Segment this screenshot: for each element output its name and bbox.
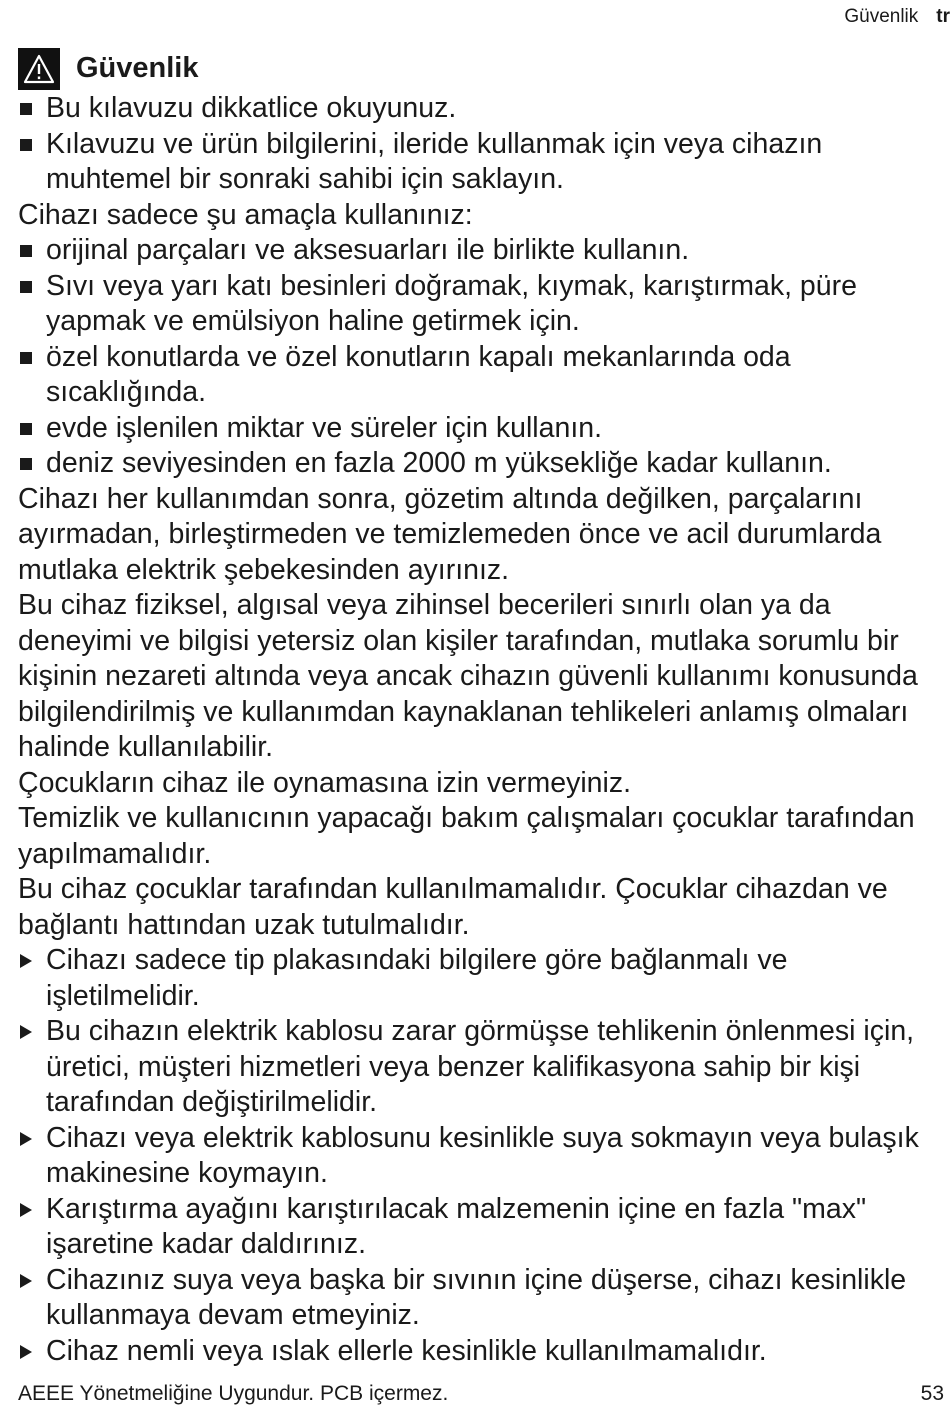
page-footer <box>18 1382 944 1406</box>
list-item: Sıvı veya yarı katı besinleri doğramak, kıymak, karıştırmak, püre yapmak ve emülsiyon haline getirmek için. <box>18 269 946 340</box>
paragraph: Temizlik ve kullanıcının yapacağı bakım çalışmaları çocuklar tarafından yapılmamalıdır. <box>18 802 915 870</box>
usage-list <box>18 233 946 482</box>
footer-note: AEEE Yönetmeliğine Uygundur. PCB içermez. <box>18 1382 449 1405</box>
document-body <box>18 48 946 1369</box>
list-item: Kılavuzu ve ürün bilgilerini, ileride kullanmak için veya cihazın muhtemel bir sonraki sahibi için saklayın. <box>18 127 946 198</box>
list-item: Cihazınız suya veya başka bir sıvının içine düşerse, cihazı kesinlikle kullanmaya devam etmeyiniz. <box>18 1263 946 1334</box>
warning-list <box>18 943 946 1369</box>
page-number: 53 <box>920 1382 944 1405</box>
page-title: Güvenlik <box>76 52 199 85</box>
warning-icon <box>18 48 60 90</box>
list-item: deniz seviyesinden en fazla 2000 m yüksekliğe kadar kullanın. <box>18 446 946 482</box>
list-item: Cihazı sadece tip plakasındaki bilgilere göre bağlanmalı ve işletilmelidir. <box>18 943 946 1014</box>
list-item: evde işlenilen miktar ve süreler için kullanın. <box>18 411 946 447</box>
intro-list <box>18 91 946 198</box>
header-language: tr <box>936 6 950 27</box>
header-section: Güvenlik <box>844 6 919 27</box>
list-item: Bu kılavuzu dikkatlice okuyunuz. <box>18 91 946 127</box>
page-header <box>844 6 950 28</box>
paragraph: Bu cihaz çocuklar tarafından kullanılmamalıdır. Çocuklar cihazdan ve bağlantı hattından uzak tutulmalıdır. <box>18 873 888 941</box>
paragraph: Bu cihaz fiziksel, algısal veya zihinsel becerileri sınırlı olan ya da deneyimi ve bilgisi yetersiz olan kişiler tarafından, mutlaka sorumlu bir kişinin nezareti altında veya ancak cihazın güvenli kullanımı konusunda bilgilendirilmiş ve kullanımdan kaynaklanan tehlikeleri anlamış olmaları halinde kullanılabilir. <box>18 589 918 763</box>
list-item: orijinal parçaları ve aksesuarları ile birlikte kullanın. <box>18 233 946 269</box>
list-item: özel konutlarda ve özel konutların kapalı mekanlarında oda sıcaklığında. <box>18 340 946 411</box>
paragraph: Cihazı her kullanımdan sonra, gözetim altında değilken, parçalarını ayırmadan, birleştirmeden ve temizlemeden önce ve acil durumlarda mutlaka elektrik şebekesinden ayırınız. <box>18 482 882 586</box>
usage-heading: Cihazı sadece şu amaçla kullanınız: <box>18 198 473 231</box>
section-heading <box>18 48 946 90</box>
list-item: Cihaz nemli veya ıslak ellerle kesinlikle kullanılmamalıdır. <box>18 1334 946 1370</box>
list-item: Cihazı veya elektrik kablosunu kesinlikle suya sokmayın veya bulaşık makinesine koymayın. <box>18 1121 946 1192</box>
paragraph: Çocukların cihaz ile oynamasına izin vermeyiniz. <box>18 766 632 799</box>
list-item: Bu cihazın elektrik kablosu zarar görmüşse tehlikenin önlenmesi için, üretici, müşteri hizmetleri veya benzer kalifikasyona sahip bir kişi tarafından değiştirilmelidir. <box>18 1014 946 1121</box>
list-item: Karıştırma ayağını karıştırılacak malzemenin içine en fazla "max" işaretine kadar daldırınız. <box>18 1192 946 1263</box>
